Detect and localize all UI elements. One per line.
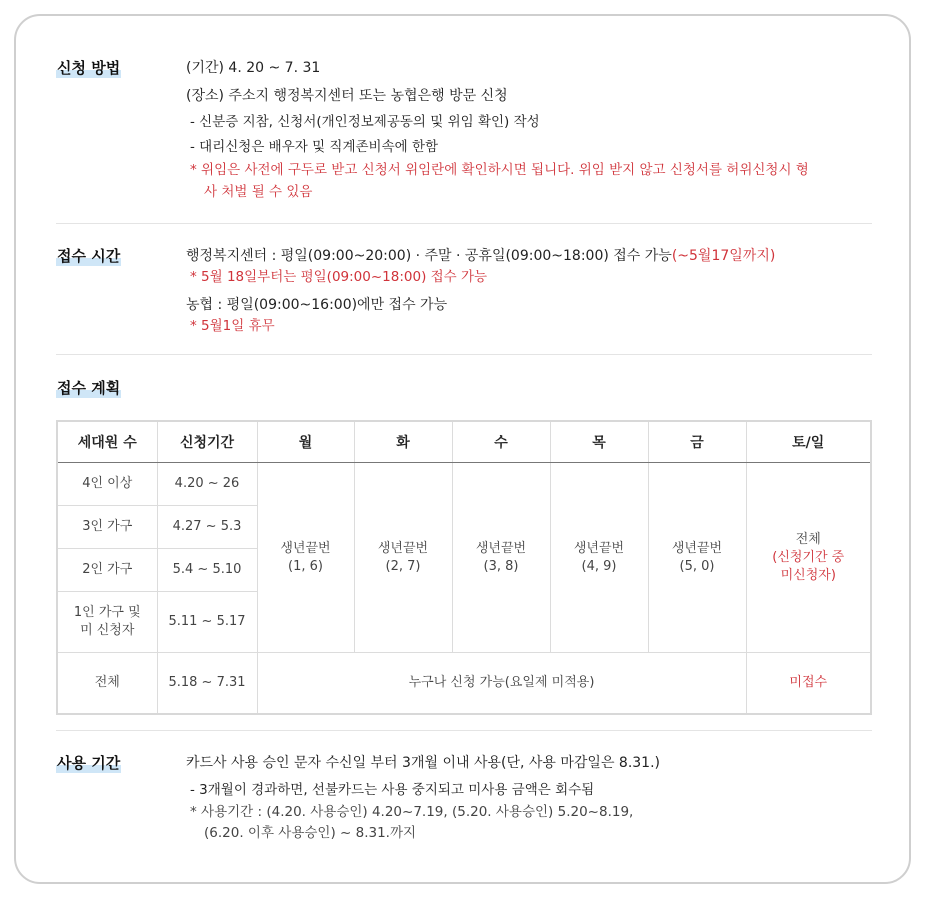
row-members — [57, 592, 157, 653]
header-tue: 화 — [354, 421, 452, 463]
usage-period-title: 사용 기간 — [57, 754, 121, 772]
apply-method-body — [186, 58, 876, 202]
row-period: 5.4 ~ 5.10 — [157, 549, 257, 592]
center-hours — [186, 246, 876, 266]
divider — [56, 223, 872, 224]
day-cell-label: 생년끝번 — [573, 540, 625, 556]
weekend-note-1: (신청기간 중 — [772, 549, 845, 565]
header-weekend: 토/일 — [746, 421, 871, 463]
fri-cell — [648, 463, 746, 653]
header-mon: 월 — [257, 421, 354, 463]
reception-plan-title: 접수 계획 — [57, 379, 121, 397]
weekend-note-2: 미신청자) — [780, 567, 836, 583]
day-cell-label: 생년끝번 — [280, 540, 331, 556]
header-thu: 목 — [550, 421, 648, 463]
header-period: 신청기간 — [157, 421, 257, 463]
apply-method-title: 신청 방법 — [57, 59, 121, 77]
apply-note-1: - 신분증 지참, 신청서(개인정보제공동의 및 위임 확인) 작성 — [190, 114, 540, 130]
row-period: 4.20 ~ 26 — [157, 463, 257, 506]
total-period: 5.18 ~ 7.31 — [157, 653, 257, 715]
usage-main: 카드사 사용 승인 문자 수신일 부터 3개월 이내 사용(단, 사용 마감일은 8.31.) — [186, 755, 661, 771]
total-members: 전체 — [57, 653, 157, 715]
total-weekday: 누구나 신청 가능(요일제 미적용) — [257, 653, 746, 715]
weekend-cell — [746, 463, 871, 653]
table-row — [57, 463, 871, 506]
apply-warning-line-1: * 위임은 사전에 구두로 받고 신청서 위임란에 확인하시면 됩니다. 위임 받지 않고 신청서를 허위신청시 형 — [190, 162, 809, 178]
usage-period-body — [186, 753, 876, 843]
nh-hours: 농협 : 평일(09:00~16:00)에만 접수 가능 — [186, 297, 448, 313]
header-wed: 수 — [452, 421, 550, 463]
thu-cell — [550, 463, 648, 653]
apply-warning-line-2: 사 처벌 될 수 있음 — [204, 184, 313, 200]
usage-note-2-line-2: (6.20. 이후 사용승인) ~ 8.31.까지 — [204, 825, 417, 841]
row-period: 5.11 ~ 5.17 — [157, 592, 257, 653]
divider — [56, 354, 872, 355]
row-period: 4.27 ~ 5.3 — [157, 506, 257, 549]
table-row-total — [57, 653, 871, 715]
tue-cell — [354, 463, 452, 653]
row-members-line-1: 1인 가구 및 — [73, 605, 141, 620]
reception-plan-table — [56, 420, 872, 715]
day-cell-digits: (5, 0) — [679, 558, 715, 574]
header-fri: 금 — [648, 421, 746, 463]
header-members: 세대원 수 — [57, 421, 157, 463]
table-header-row — [57, 421, 871, 463]
apply-period: (기간) 4. 20 ~ 7. 31 — [186, 60, 321, 76]
usage-note-2-line-1: * 사용기간 : (4.20. 사용승인) 4.20~7.19, (5.20. 사용승인) 5.20~8.19, — [190, 804, 634, 820]
day-cell-digits: (3, 8) — [483, 558, 519, 574]
day-cell-digits: (1, 6) — [288, 558, 323, 574]
center-hours-main: 행정복지센터 : 평일(09:00~20:00) · 주말 · 공휴일(09:00~18:00) 접수 가능 — [186, 248, 672, 264]
row-members: 2인 가구 — [57, 549, 157, 592]
reception-time-body — [186, 246, 876, 336]
row-members: 3인 가구 — [57, 506, 157, 549]
center-hours-note: * 5월 18일부터는 평일(09:00~18:00) 접수 가능 — [190, 269, 488, 285]
total-weekend: 미접수 — [746, 653, 871, 715]
mon-cell — [257, 463, 354, 653]
weekend-label: 전체 — [795, 531, 821, 547]
day-cell-label: 생년끝번 — [671, 540, 723, 556]
apply-note-2: - 대리신청은 배우자 및 직계존비속에 한함 — [190, 139, 439, 155]
wed-cell — [452, 463, 550, 653]
day-cell-label: 생년끝번 — [475, 540, 527, 556]
row-members: 4인 이상 — [57, 463, 157, 506]
divider — [56, 730, 872, 731]
usage-note-1: - 3개월이 경과하면, 선불카드는 사용 중지되고 미사용 금액은 회수됨 — [190, 782, 595, 798]
reception-time-title: 접수 시간 — [57, 247, 121, 265]
nh-hours-note: * 5월1일 휴무 — [190, 318, 275, 334]
day-cell-digits: (4, 9) — [581, 558, 617, 574]
center-hours-until: (~5월17일까지) — [671, 248, 776, 264]
apply-place: (장소) 주소지 행정복지센터 또는 농협은행 방문 신청 — [186, 88, 508, 104]
day-cell-label: 생년끝번 — [377, 540, 429, 556]
day-cell-digits: (2, 7) — [385, 558, 421, 574]
row-members-line-2: 미 신청자 — [80, 623, 135, 638]
